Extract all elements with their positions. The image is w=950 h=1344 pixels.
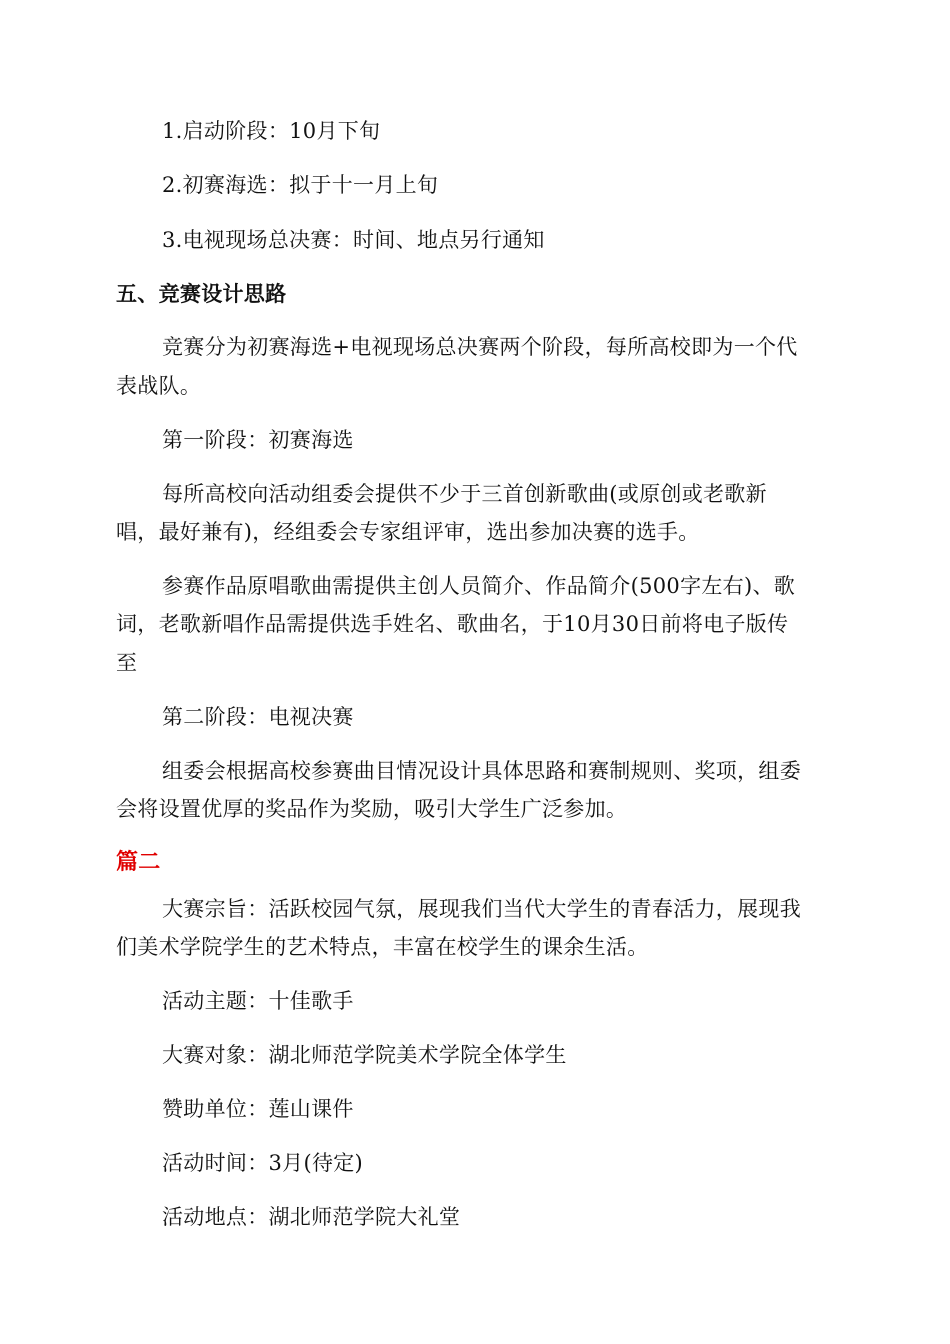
stage1-paragraph-2-line-1: 参赛作品原唱歌曲需提供主创人员简介、作品简介(500字左右)、歌 [162,574,796,598]
activity-time: 活动时间：3月(待定) [162,1151,364,1175]
stage1-paragraph-2-line-3: 至 [116,651,138,675]
intro-paragraph-line-1: 竞赛分为初赛海选+电视现场总决赛两个阶段，每所高校即为一个代 [162,335,798,359]
stage1-paragraph-2-line-2: 词，老歌新唱作品需提供选手姓名、歌曲名，于10月30日前将电子版传 [116,612,789,636]
schedule-item-2: 2.初赛海选：拟于十一月上旬 [162,173,439,197]
schedule-item-3: 3.电视现场总决赛：时间、地点另行通知 [162,228,545,252]
schedule-item-1: 1.启动阶段：10月下旬 [162,119,381,143]
section-heading-5: 五、竞赛设计思路 [116,282,287,306]
purpose-line-2: 们美术学院学生的艺术特点，丰富在校学生的课余生活。 [116,935,649,959]
stage1-paragraph-1-line-1: 每所高校向活动组委会提供不少于三首创新歌曲(或原创或老歌新 [162,482,767,506]
stage1-paragraph-1-line-2: 唱，最好兼有)，经组委会专家组评审，选出参加决赛的选手。 [116,520,700,544]
contest-target: 大赛对象：湖北师范学院美术学院全体学生 [162,1043,567,1067]
activity-venue: 活动地点：湖北师范学院大礼堂 [162,1205,461,1229]
stage2-paragraph-line-1: 组委会根据高校参赛曲目情况设计具体思路和赛制规则、奖项，组委 [162,759,801,783]
stage2-title: 第二阶段：电视决赛 [162,705,354,729]
stage2-paragraph-line-2: 会将设置优厚的奖品作为奖励，吸引大学生广泛参加。 [116,797,628,821]
purpose-line-1: 大赛宗旨：活跃校园气氛，展现我们当代大学生的青春活力，展现我 [162,897,801,921]
activity-theme: 活动主题：十佳歌手 [162,989,354,1013]
intro-paragraph-line-2: 表战队。 [116,374,202,398]
stage1-title: 第一阶段：初赛海选 [162,428,354,452]
part2-heading: 篇二 [116,850,161,875]
sponsor-unit: 赞助单位：莲山课件 [162,1097,354,1121]
